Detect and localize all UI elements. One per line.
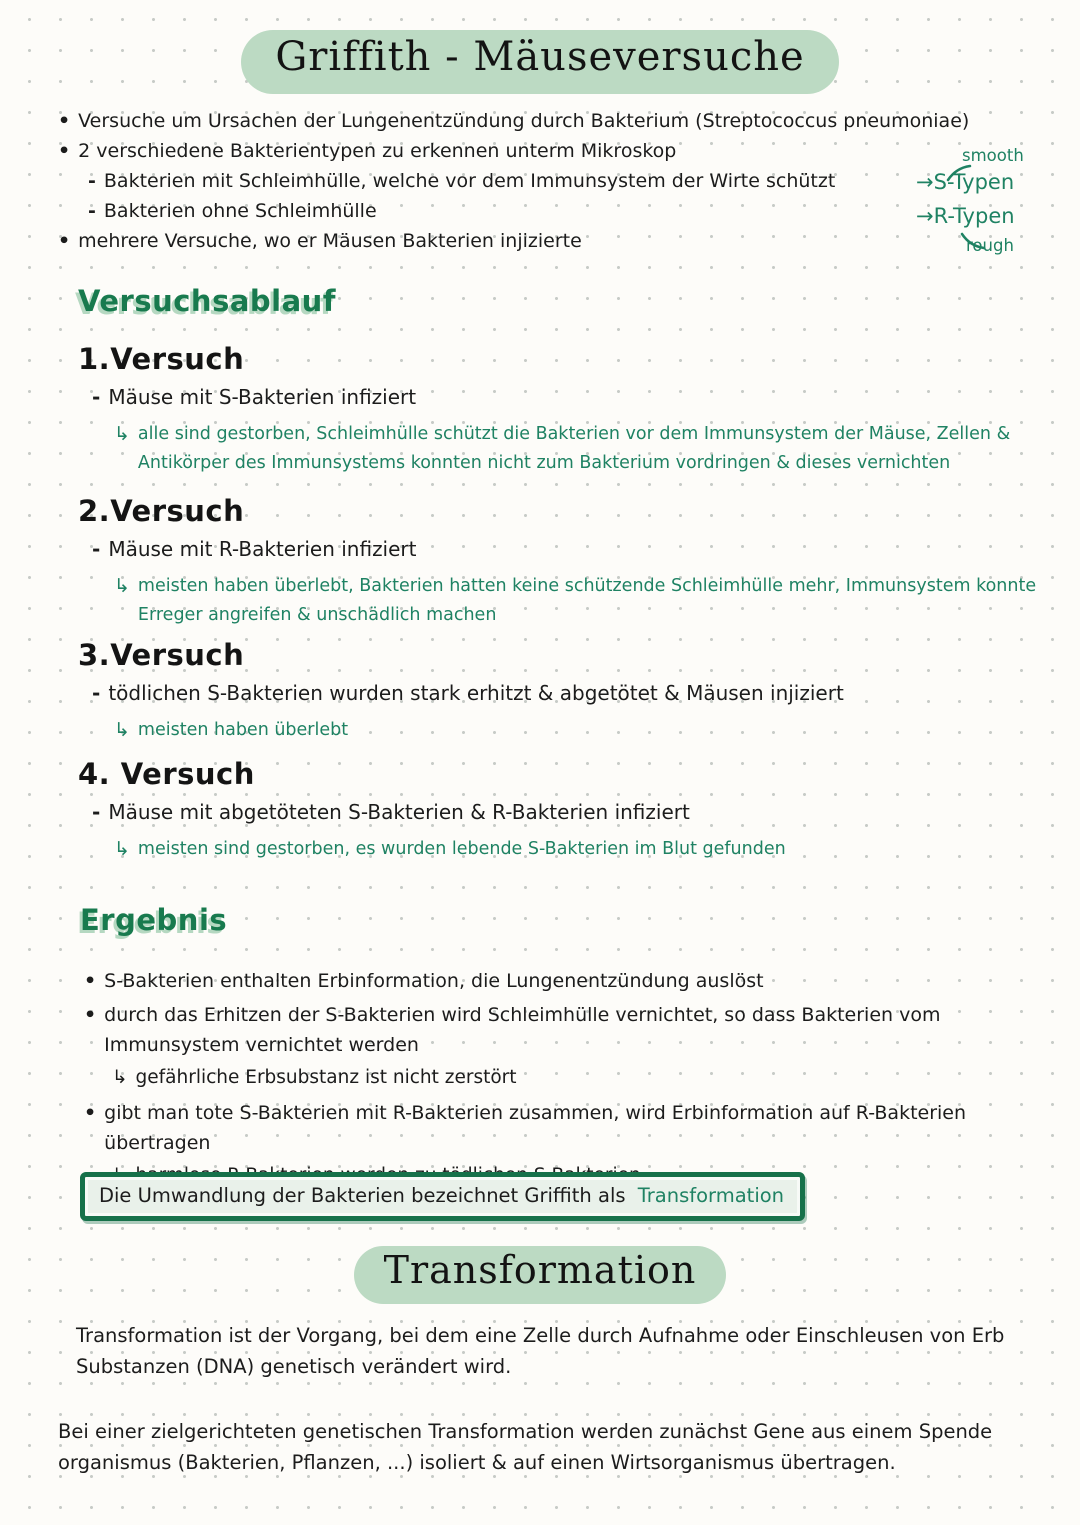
- bullet-marker: •: [84, 970, 97, 992]
- experiment-2-heading: 2.Versuch: [78, 494, 245, 528]
- definition-box: [80, 1172, 805, 1221]
- return-arrow-icon: ↳: [114, 575, 130, 597]
- ergebnis-bullet-3-text: gibt man tote S-Bakterien mit R-Bakterien zusammen, wird Erbinformation auf R-Bakterien übertragen: [104, 1102, 967, 1154]
- experiment-2-result-text: meisten haben überlebt, Bakterien hatten keine schützende Schleimhülle mehr, Immunsystem konnte Erreger angreifen & unschädlich machen: [137, 576, 1037, 625]
- return-arrow-icon: ↳: [114, 719, 130, 741]
- dash-marker: -: [92, 385, 101, 409]
- page-title-wrap: [0, 30, 1080, 94]
- ergebnis-sub-2: [112, 1064, 1044, 1092]
- return-arrow-icon: ↳: [112, 1067, 128, 1088]
- intro-sub-2-text: Bakterien ohne Schleimhülle: [103, 200, 377, 222]
- experiment-4-result-text: meisten sind gestorben, es wurden lebende S-Bakterien im Blut gefunden: [137, 839, 786, 859]
- intro-bullet-2-text: 2 verschiedene Bakterientypen zu erkennen unterm Mikroskop: [78, 140, 677, 162]
- intro-sub-1-text: Bakterien mit Schleimhülle, welche vor dem Immunsystem der Wirte schützt: [103, 170, 836, 192]
- experiment-2-setup: [92, 535, 1063, 563]
- dash-marker: -: [92, 537, 101, 561]
- experiment-2-setup-text: Mäuse mit R-Bakterien infiziert: [108, 537, 417, 561]
- experiment-3-result-text: meisten haben überlebt: [137, 720, 349, 740]
- ergebnis-bullet-3: [84, 1098, 1044, 1158]
- arrow-right-icon: →: [916, 170, 934, 194]
- experiment-2-result: [114, 572, 1063, 630]
- intro-bullet-3: [58, 226, 988, 256]
- experiment-1-setup: [92, 383, 1063, 411]
- experiment-1-result: [114, 420, 1063, 478]
- experiment-4-heading: 4. Versuch: [78, 757, 255, 791]
- experiment-3-result: [114, 716, 1063, 745]
- r-typen-text: R-Typen: [933, 204, 1015, 228]
- ergebnis-sub-2-text: gefährliche Erbsubstanz ist nicht zerstört: [135, 1067, 517, 1088]
- experiment-1-heading: 1.Versuch: [78, 342, 245, 376]
- intro-sub-2: [88, 196, 988, 226]
- experiment-4-result: [114, 835, 1063, 864]
- experiment-1-setup-text: Mäuse mit S-Bakterien infiziert: [108, 385, 417, 409]
- smooth-label: smooth: [962, 146, 1024, 165]
- experiment-3-heading: 3.Versuch: [78, 638, 245, 672]
- intro-bullet-2: [58, 136, 988, 166]
- transformation-paragraph-1: Transformation ist der Vorgang, bei dem eine Zelle durch Aufnahme oder Einschleusen von Erb Substanzen (DNA) genetisch verändert wird.: [76, 1324, 1005, 1378]
- ergebnis-bullet-2-text: durch das Erhitzen der S-Bakterien wird Schleimhülle vernichtet, so dass Bakterien vom Immunsystem vernichtet werden: [104, 1004, 941, 1056]
- bullet-marker: •: [58, 140, 71, 162]
- arrow-right-icon: →: [916, 204, 934, 228]
- transformation-paragraph-2: Bei einer zielgerichteten genetischen Transformation werden zunächst Gene aus einem Spende organismus (Bakterien, Pflanzen, ...) isoliert & auf einen Wirtsorganismus übertragen.: [58, 1420, 993, 1474]
- return-arrow-icon: ↳: [114, 838, 130, 860]
- r-typen-label: [916, 204, 1015, 228]
- ergebnis-bullet-1: [84, 966, 1044, 996]
- experiment-2: [78, 494, 1063, 630]
- dash-marker: -: [88, 200, 96, 222]
- intro-bullet-1-text: Versuche um Ursachen der Lungenentzündung durch Bakterium (Streptococcus pneumoniae): [78, 110, 970, 132]
- intro-section: [58, 106, 988, 256]
- experiment-4-setup: [92, 798, 1063, 826]
- intro-bullet-1: [58, 106, 988, 136]
- ergebnis-bullet-2: [84, 1000, 1044, 1060]
- ergebnis-heading: Ergebnis: [80, 903, 228, 937]
- s-typen-text: S-Typen: [933, 170, 1015, 194]
- rough-label: rough: [966, 236, 1014, 255]
- versuchsablauf-heading: Versuchsablauf: [78, 284, 336, 318]
- page-title: Griffith - Mäuseversuche: [241, 30, 838, 94]
- experiment-3-setup: [92, 679, 1063, 707]
- dash-marker: -: [92, 800, 101, 824]
- transformation-title: Transformation: [354, 1246, 727, 1304]
- experiment-4: [78, 757, 1063, 864]
- experiment-1: [78, 342, 1063, 478]
- intro-sub-1: [88, 166, 988, 196]
- bullet-marker: •: [84, 1102, 97, 1124]
- bullet-marker: •: [84, 1004, 97, 1026]
- experiment-1-result-text: alle sind gestorben, Schleimhülle schützt die Bakterien vor dem Immunsystem der Mäuse, Zellen & Antikörper des Immunsystems konnten nicht zum Bakterium vordringen & dieses vernichten: [137, 424, 1011, 473]
- definition-box-highlight: Transformation: [637, 1184, 785, 1207]
- bullet-marker: •: [58, 230, 71, 252]
- intro-bullet-3-text: mehrere Versuche, wo er Mäusen Bakterien injizierte: [78, 230, 582, 252]
- ergebnis-section: [84, 966, 1044, 1196]
- ergebnis-bullet-1-text: S-Bakterien enthalten Erbinformation, die Lungenentzündung auslöst: [104, 970, 764, 992]
- transformation-title-wrap: [0, 1246, 1080, 1304]
- s-typen-label: [916, 170, 1014, 194]
- experiment-3-setup-text: tödlichen S-Bakterien wurden stark erhitzt & abgetötet & Mäusen injiziert: [108, 681, 844, 705]
- definition-box-text: Die Umwandlung der Bakterien bezeichnet Griffith als: [99, 1184, 626, 1207]
- dash-marker: -: [88, 170, 96, 192]
- bullet-marker: •: [58, 110, 71, 132]
- dash-marker: -: [92, 681, 101, 705]
- return-arrow-icon: ↳: [114, 423, 130, 445]
- experiment-3: [78, 638, 1063, 745]
- experiment-4-setup-text: Mäuse mit abgetöteten S-Bakterien & R-Bakterien infiziert: [108, 800, 690, 824]
